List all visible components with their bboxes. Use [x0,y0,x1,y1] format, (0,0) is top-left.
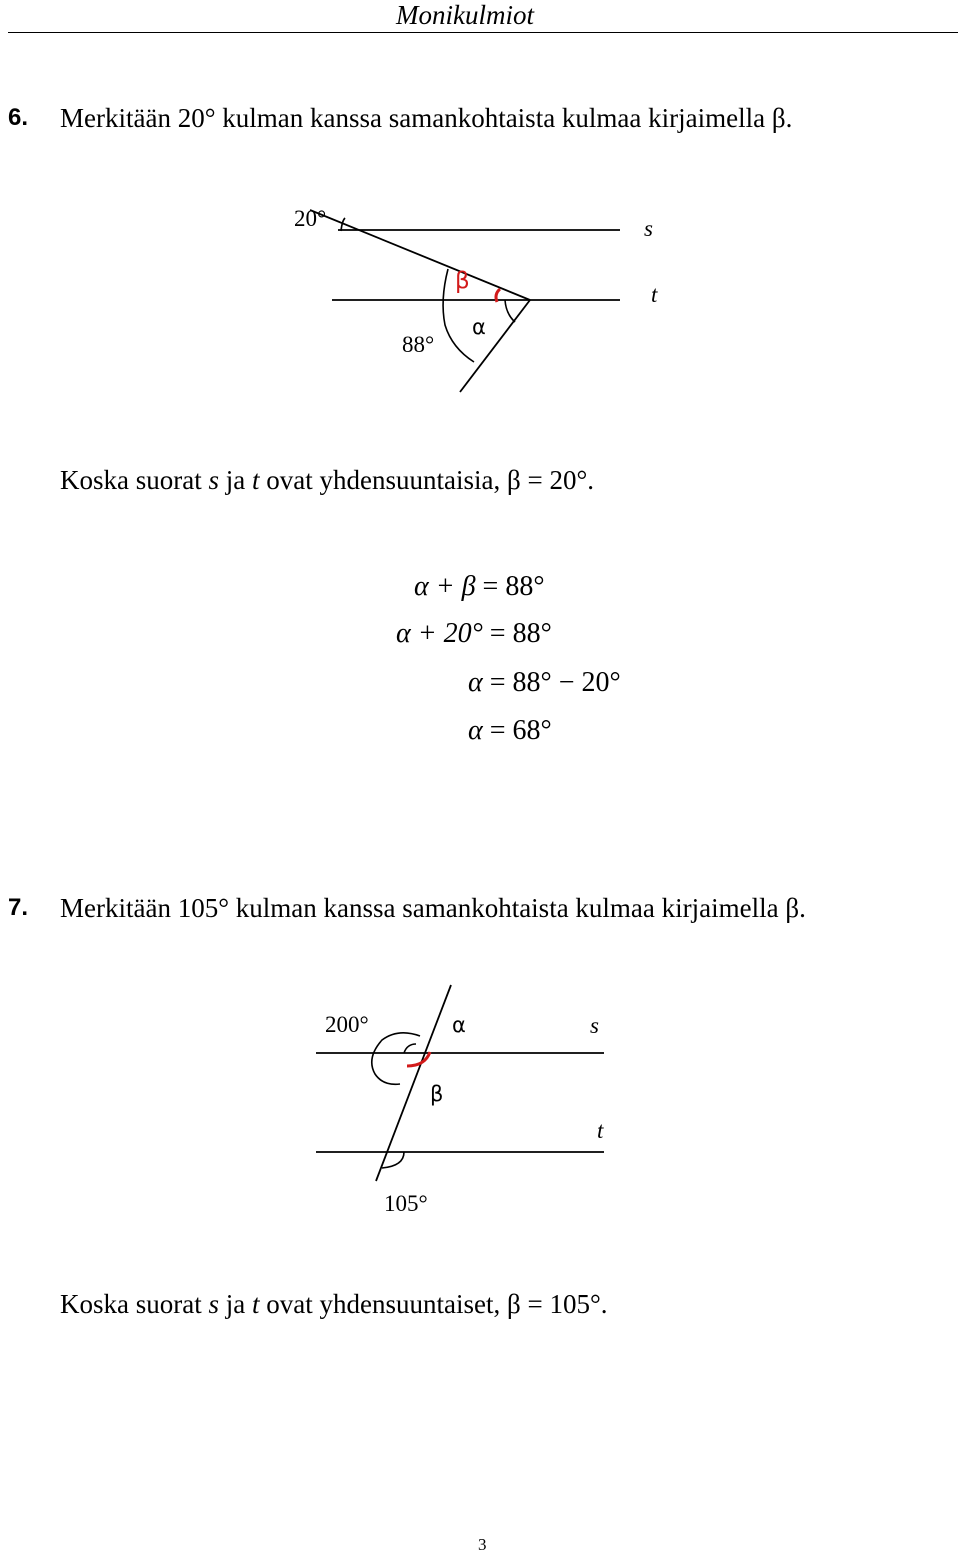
conclusion-6-text-2: ja [219,465,252,495]
conclusion-7-t: t [252,1289,260,1319]
label-t: t [651,282,658,307]
header-title: Monikulmiot [396,0,534,30]
equation-4-lhs: α [468,715,483,746]
conclusion-6-result: β = 20°. [506,465,594,495]
label-200: 200° [325,1012,369,1037]
label-105: 105° [384,1191,428,1216]
label-88: 88° [402,332,435,357]
equation-1-lhs: α + β [414,571,476,602]
angle-200-arc [372,1033,420,1084]
problem-7-number: 7. [8,894,29,921]
conclusion-7-text-2: ja [219,1289,252,1319]
conclusion-6-s: s [208,465,219,495]
conclusion-7-s: s [208,1289,219,1319]
equation-2-lhs: α + 20° [396,618,483,649]
label-t: t [597,1118,604,1143]
equation-3-lhs: α [468,667,483,698]
angle-alpha-arc [404,1044,416,1053]
label-alpha: α [472,315,486,339]
label-20: 20° [294,206,327,231]
equation-4-rhs: = 68° [489,715,552,746]
problem-6-statement: Merkitään 20° kulman kanssa samankohtaista kulmaa kirjaimella β. [60,103,793,133]
page-number: 3 [478,1535,487,1554]
angle-beta-arc [407,1052,430,1066]
label-s: s [644,216,653,241]
problem-7-conclusion [60,1288,608,1320]
conclusion-6-t: t [252,465,260,495]
problem-7-statement: Merkitään 105° kulman kanssa samankohtaista kulmaa kirjaimella β. [60,893,806,923]
equation-2-rhs: = 88° [489,618,552,649]
label-beta: β [455,268,470,294]
problem-6-number: 6. [8,104,29,131]
label-beta: β [430,1082,444,1106]
conclusion-7-text-1: Koska suorat [60,1289,209,1319]
equation-3-rhs: = 88° − 20° [489,667,621,698]
label-alpha: α [452,1013,466,1037]
equation-1-rhs: = 88° [482,571,545,602]
conclusion-6-text-3: ovat yhdensuuntaisia, [259,465,507,495]
conclusion-6-text-1: Koska suorat [60,465,209,495]
conclusion-7-text-3: ovat yhdensuuntaiset, [259,1289,507,1319]
conclusion-7-result: β = 105°. [506,1289,608,1319]
label-s: s [590,1013,599,1038]
